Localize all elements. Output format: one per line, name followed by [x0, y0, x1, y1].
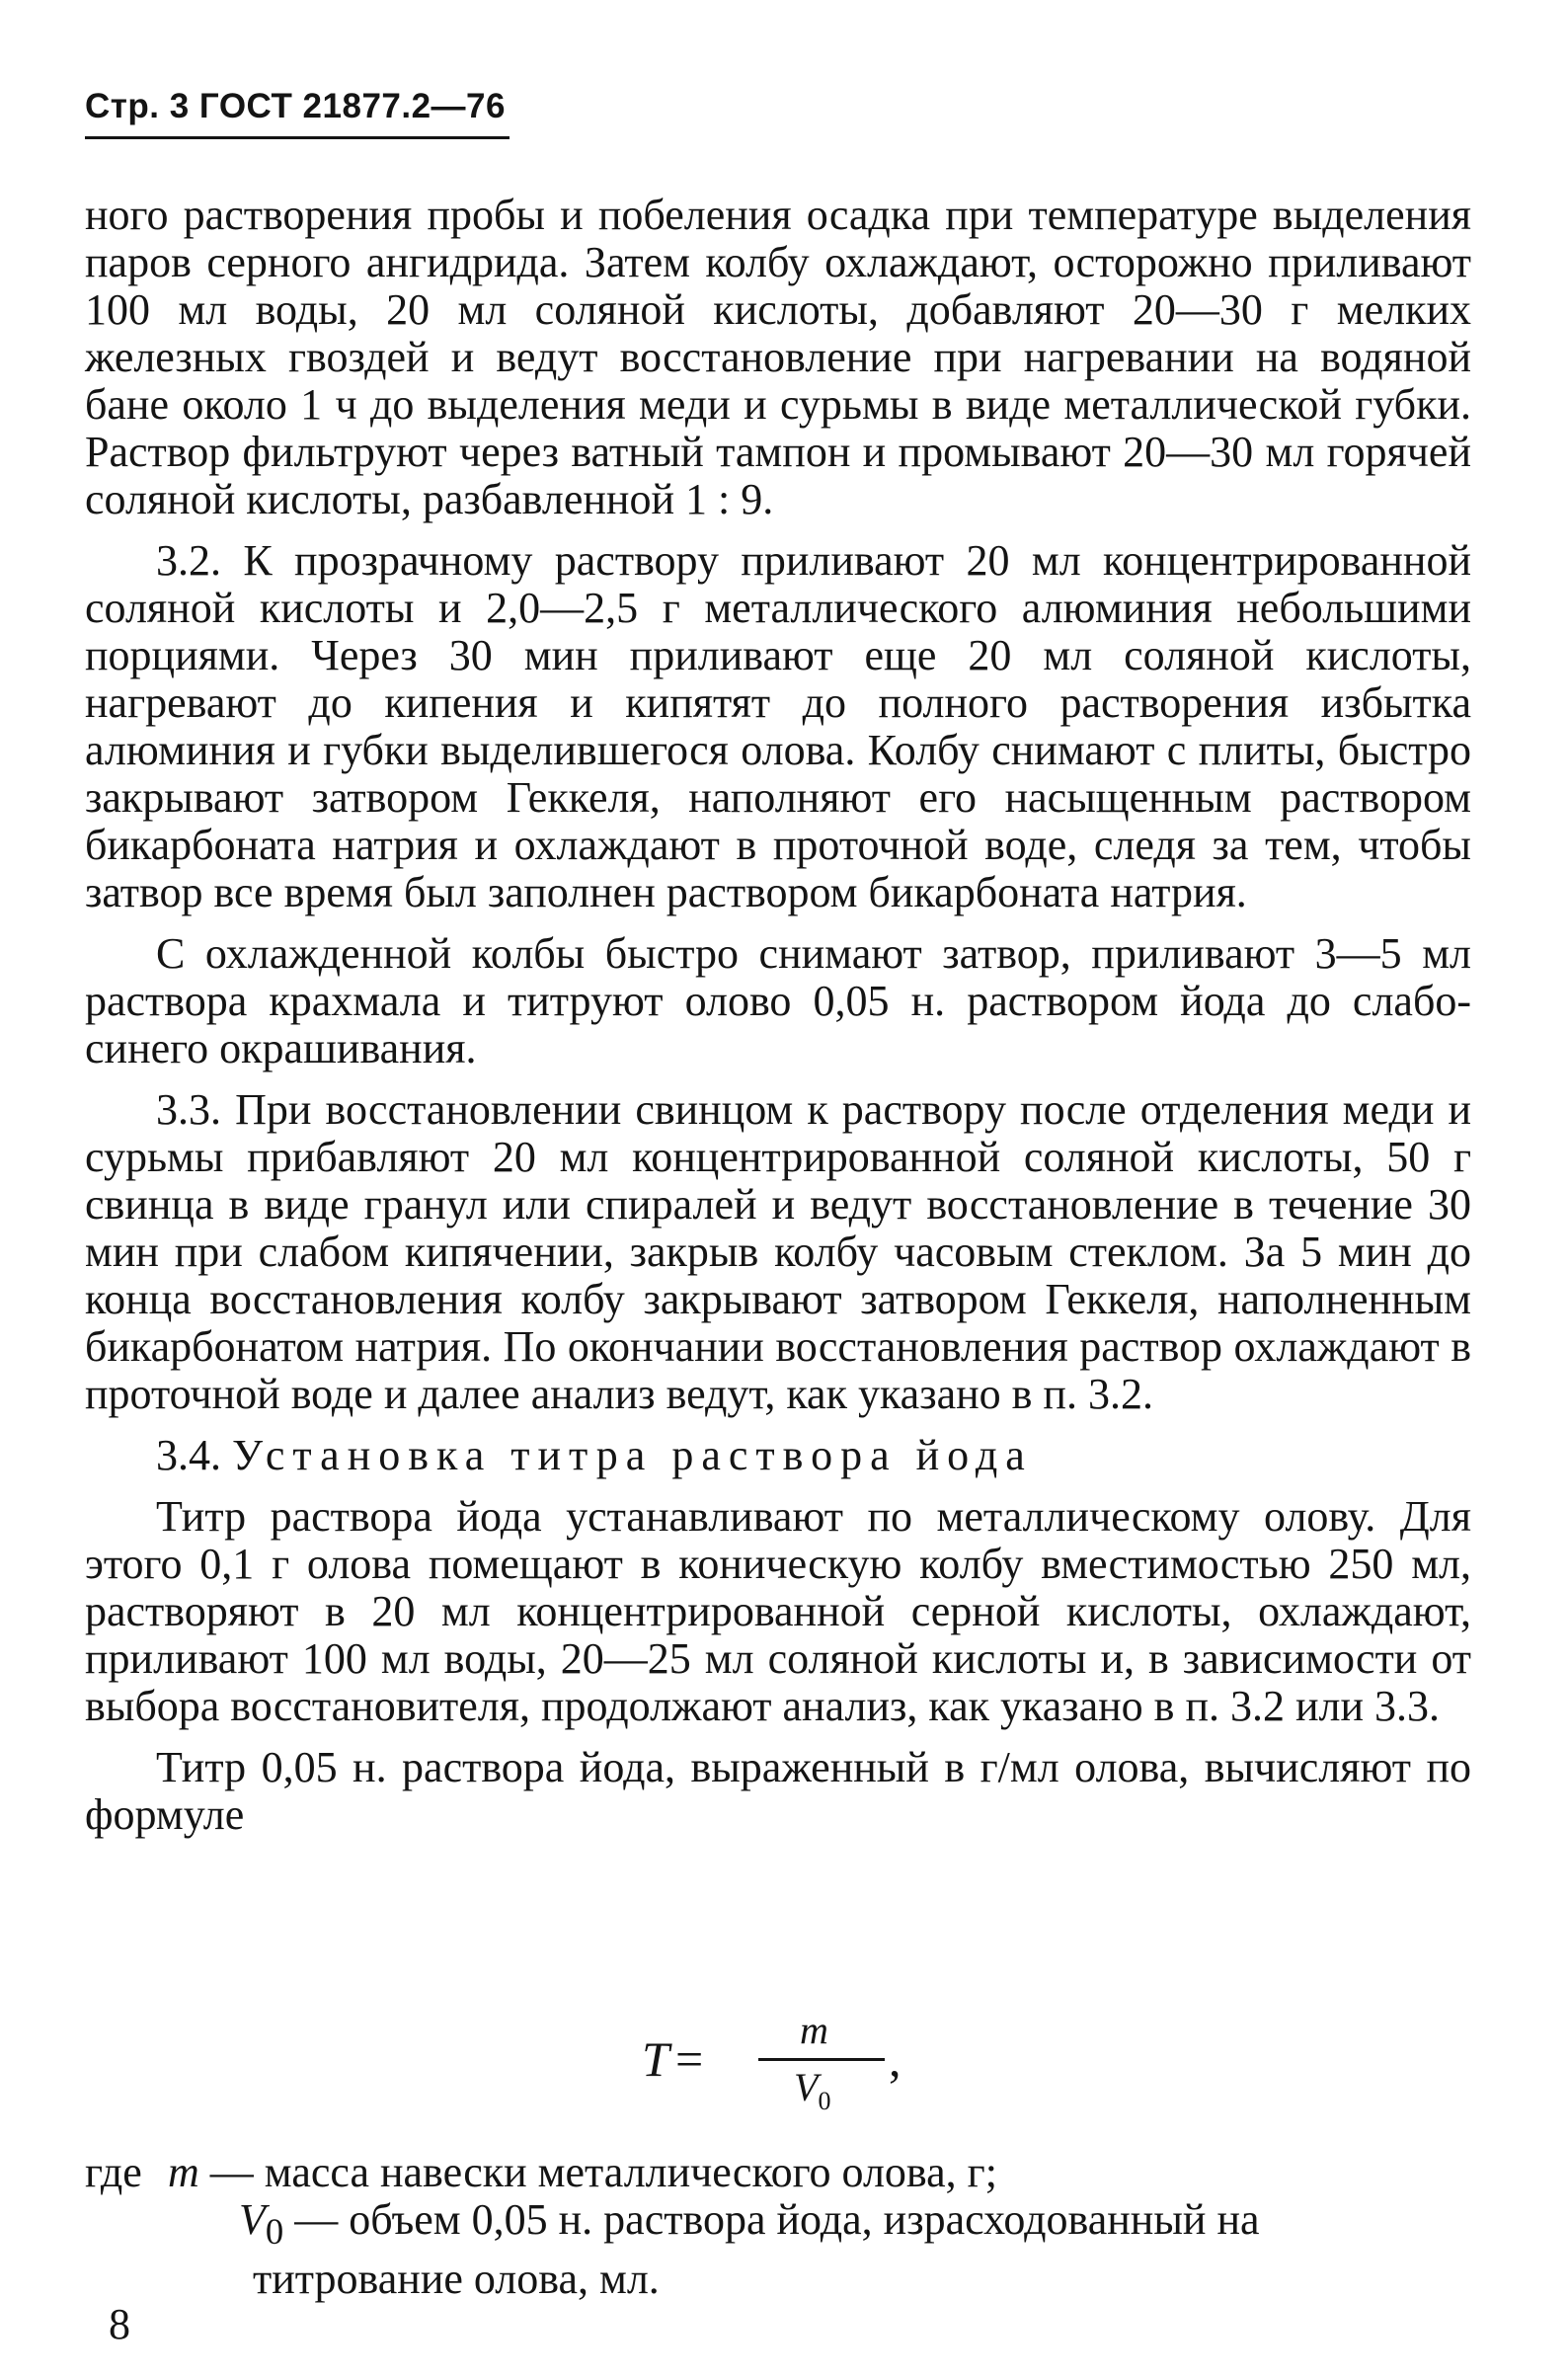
definition-text: — масса навески металлического олова, г;: [209, 2148, 997, 2196]
paragraph-3-3: 3.3. При восстановлении свинцом к раствору после отделения меди и сурьмы прибавляют 20 мл концентрированной соляной кислоты, 50 г свинца в виде гранул или спиралей и ведут восстановление в течение 30 мин при слабом кипячении, закрыв колбу часовым стеклом. За 5 мин до конца восстановления колбу закрывают затвором Геккеля, наполненным бикарбонатом натрия. По окончании восстановления раствор охлаждают в проточной воде и далее анализ ведут, как указано в п. 3.2.: [85, 1085, 1471, 1418]
formula-fraction-bar: [758, 2058, 885, 2061]
definition-v0: [85, 2196, 1471, 2303]
definition-symbol-subscript: 0: [265, 2210, 284, 2252]
paragraph-titer-setup: Титр раствора йода устанавливают по металлическому олову. Для этого 0,1 г олова помещают в коническую колбу вместимостью 250 мл, растворяют в 20 мл концентрированной серной кислоты, охлаждают, приливают 100 мл воды, 20—25 мл соляной кислоты и, в зависимости от выбора восстановителя, продолжают анализ, как указано в п. 3.2 или 3.3.: [85, 1492, 1471, 1730]
formula-definitions: [85, 2149, 1471, 2303]
body-text: [85, 192, 1471, 1853]
paragraph-titration: С охлажденной колбы быстро снимают затвор, приливают 3—5 мл раствора крахмала и титруют олово 0,05 н. раствором йода до слабо-синего окрашивания.: [85, 929, 1471, 1072]
page-number: 8: [109, 2300, 130, 2348]
formula-comma: ,: [889, 2031, 902, 2087]
formula-equals: =: [675, 2031, 704, 2087]
section-title: Установка титра раствора йода: [232, 1431, 1033, 1479]
definition-lead: где: [85, 2148, 142, 2196]
formula-denominator-symbol: V: [794, 2065, 819, 2109]
formula-numerator: m: [800, 2008, 828, 2052]
definition-text: — объем 0,05 н. раствора йода, израсходованный на титрование олова, мл.: [253, 2195, 1260, 2303]
section-number: 3.4.: [156, 1431, 221, 1479]
formula-lhs: T: [642, 2031, 669, 2087]
definition-symbol: m: [168, 2148, 199, 2196]
paragraph-formula-intro: Титр 0,05 н. раствора йода, выраженный в г/мл олова, вычисляют по формуле: [85, 1743, 1471, 1839]
paragraph-3-2: 3.2. К прозрачному раствору приливают 20 мл концентрированной соляной кислоты и 2,0—2,5 г металлического алюминия небольшими порциями. Через 30 мин приливают еще 20 мл соляной кислоты, нагревают до кипения и кипятят до полного растворения избытка алюминия и губки выделившегося олова. Колбу снимают с плиты, быстро закрывают затвором Геккеля, наполняют его насыщенным раствором бикарбоната натрия и охлаждают в проточной воде, следя за тем, чтобы затвор все время был заполнен раствором бикарбоната натрия.: [85, 536, 1471, 916]
page-header: Стр. 3 ГОСТ 21877.2—76: [85, 87, 510, 139]
titer-formula: [642, 2008, 958, 2123]
paragraph-continuation: ного растворения пробы и побеления осадка при температуре выделения паров серного ангидрида. Затем колбу охлаждают, осторожно приливают 100 мл воды, 20 мл соляной кислоты, добавляют 20—30 г мелких железных гвоздей и ведут восстановление при нагревании на водяной бане около 1 ч до выделения меди и сурьмы в виде металлической губки. Раствор фильтруют через ватный тампон и промывают 20—30 мл горячей соляной кислоты, разбавленной 1 : 9.: [85, 191, 1471, 523]
definition-m: [85, 2149, 1471, 2196]
definition-symbol: V: [239, 2195, 266, 2244]
formula-denominator: [794, 2064, 830, 2116]
section-heading-3-4: [85, 1432, 1471, 1479]
formula-denominator-subscript: 0: [818, 2087, 831, 2115]
